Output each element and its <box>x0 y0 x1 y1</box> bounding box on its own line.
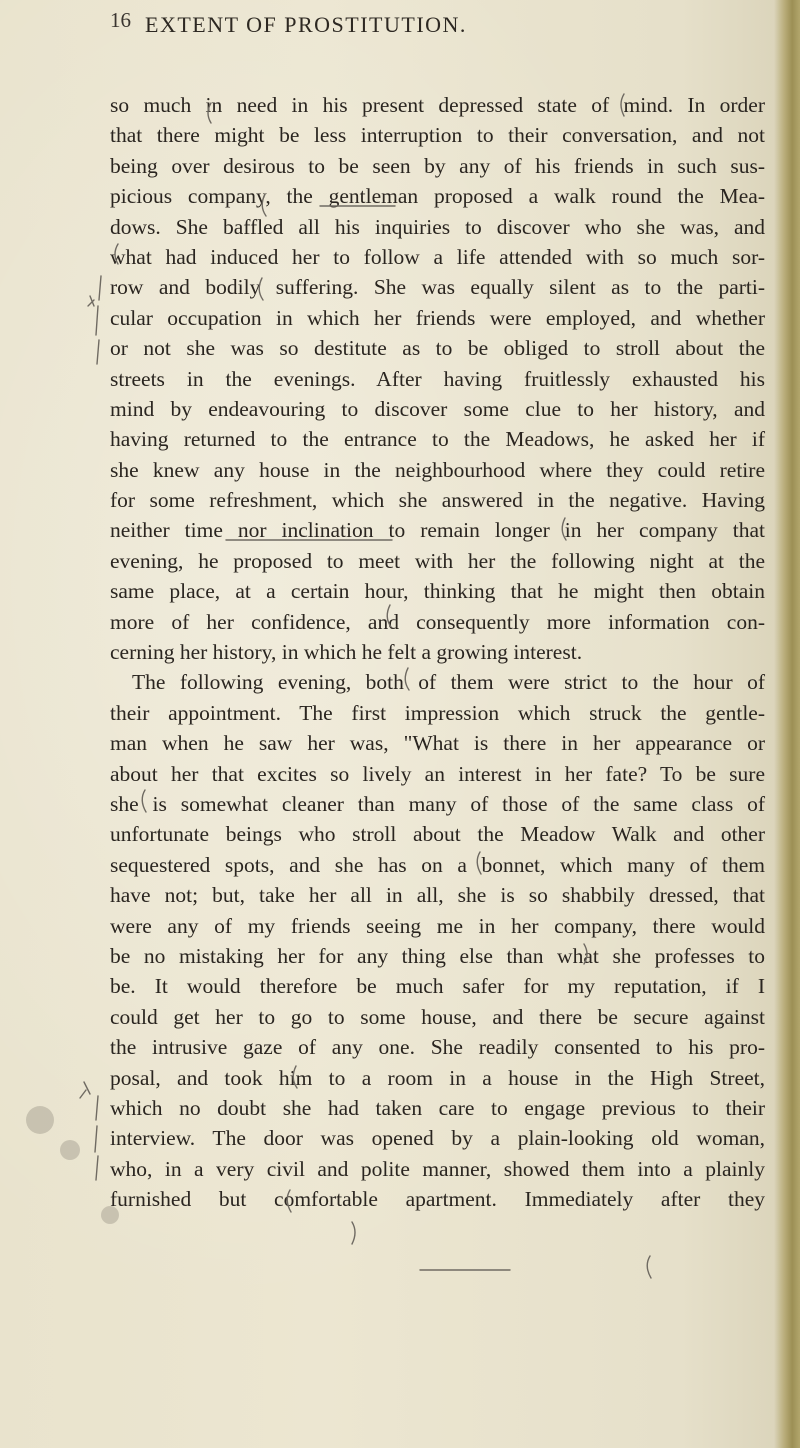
text-line: so much in need in his present depressed state of mind. In order <box>110 93 765 117</box>
text-line: she is somewhat cleaner than many of those of the same class of <box>110 791 765 816</box>
text-line: streets in the evenings. After having fruitlessly exhausted his <box>110 366 765 391</box>
page-binding-edge <box>774 0 800 1448</box>
pencil-stroke-mark <box>352 1222 355 1244</box>
text-line: have not; but, take her all in all, she is so shabbily dressed, that <box>110 883 765 908</box>
text-line: being over desirous to be seen by any of his friends in such sus- <box>110 153 765 178</box>
text-line: neither time nor inclination to remain longer in her company that <box>110 518 765 543</box>
text-line: picious company, the gentleman proposed a walk round the Mea- <box>110 184 765 209</box>
text-line: furnished but comfortable apartment. Immediately after they <box>110 1187 765 1212</box>
text-line: their appointment. The first impression which struck the gentle- <box>110 700 765 725</box>
margin-bracket-mark <box>97 340 99 364</box>
body-text <box>110 90 765 1214</box>
text-line: who, in a very civil and polite manner, showed them into a plainly <box>110 1156 765 1181</box>
text-line: dows. She baffled all his inquiries to discover who she was, and <box>110 214 765 239</box>
text-line: which no doubt she had taken care to engage previous to their <box>110 1095 765 1120</box>
text-line: interview. The door was opened by a plain-looking old woman, <box>110 1126 765 1151</box>
margin-bracket-mark <box>80 1082 90 1098</box>
text-line: The following evening, both of them were strict to the hour of <box>132 670 765 695</box>
text-line: be no mistaking her for any thing else than what she professes to <box>110 943 765 968</box>
text-line: man when he saw her was, "What is there in her appearance or <box>110 731 765 756</box>
margin-bracket-mark <box>99 276 101 300</box>
text-line: could get her to go to some house, and there be secure against <box>110 1004 765 1029</box>
text-line: that there might be less interruption to their conversation, and not <box>110 123 765 148</box>
text-line: having returned to the entrance to the Meadows, he asked her if <box>110 427 765 452</box>
pencil-stroke-mark <box>647 1256 651 1278</box>
running-head: EXTENT OF PROSTITUTION. <box>145 12 467 37</box>
text-line: mind by endeavouring to discover some clue to her history, and <box>110 396 765 421</box>
text-line: about her that excites so lively an interest in her fate? To be sure <box>110 761 765 786</box>
text-line: same place, at a certain hour, thinking that he might then obtain <box>110 579 765 604</box>
margin-bracket-mark <box>88 296 94 306</box>
paper-stain <box>60 1140 80 1160</box>
margin-bracket-mark <box>96 306 98 335</box>
margin-bracket-mark <box>96 1096 98 1120</box>
margin-bracket-mark <box>96 1156 98 1180</box>
page-number: 16 <box>110 8 131 32</box>
text-line: more of her confidence, and consequently more information con- <box>110 609 765 634</box>
text-line: cular occupation in which her friends were employed, and whether <box>110 305 765 330</box>
paper-stain <box>26 1106 54 1134</box>
text-line: the intrusive gaze of any one. She readily consented to his pro- <box>110 1035 765 1060</box>
text-line: what had induced her to follow a life attended with so much sor- <box>110 244 765 269</box>
text-line: or not she was so destitute as to be obliged to stroll about the <box>110 336 765 361</box>
text-line: she knew any house in the neighbourhood where they could retire <box>110 457 765 482</box>
text-line: for some refreshment, which she answered in the negative. Having <box>110 488 765 513</box>
margin-bracket-mark <box>95 1126 97 1152</box>
text-line: cerning her history, in which he felt a growing interest. <box>110 640 583 665</box>
text-line: posal, and took him to a room in a house in the High Street, <box>110 1065 765 1090</box>
text-line: be. It would therefore be much safer for my reputation, if I <box>110 974 765 999</box>
text-line: evening, he proposed to meet with her the following night at the <box>110 548 765 573</box>
page-header <box>110 8 750 48</box>
text-line: unfortunate beings who stroll about the Meadow Walk and other <box>110 822 765 847</box>
text-line: row and bodily suffering. She was equally silent as to the parti- <box>110 275 765 300</box>
text-line: sequestered spots, and she has on a bonnet, which many of them <box>110 852 765 877</box>
text-line: were any of my friends seeing me in her company, there would <box>110 913 765 938</box>
